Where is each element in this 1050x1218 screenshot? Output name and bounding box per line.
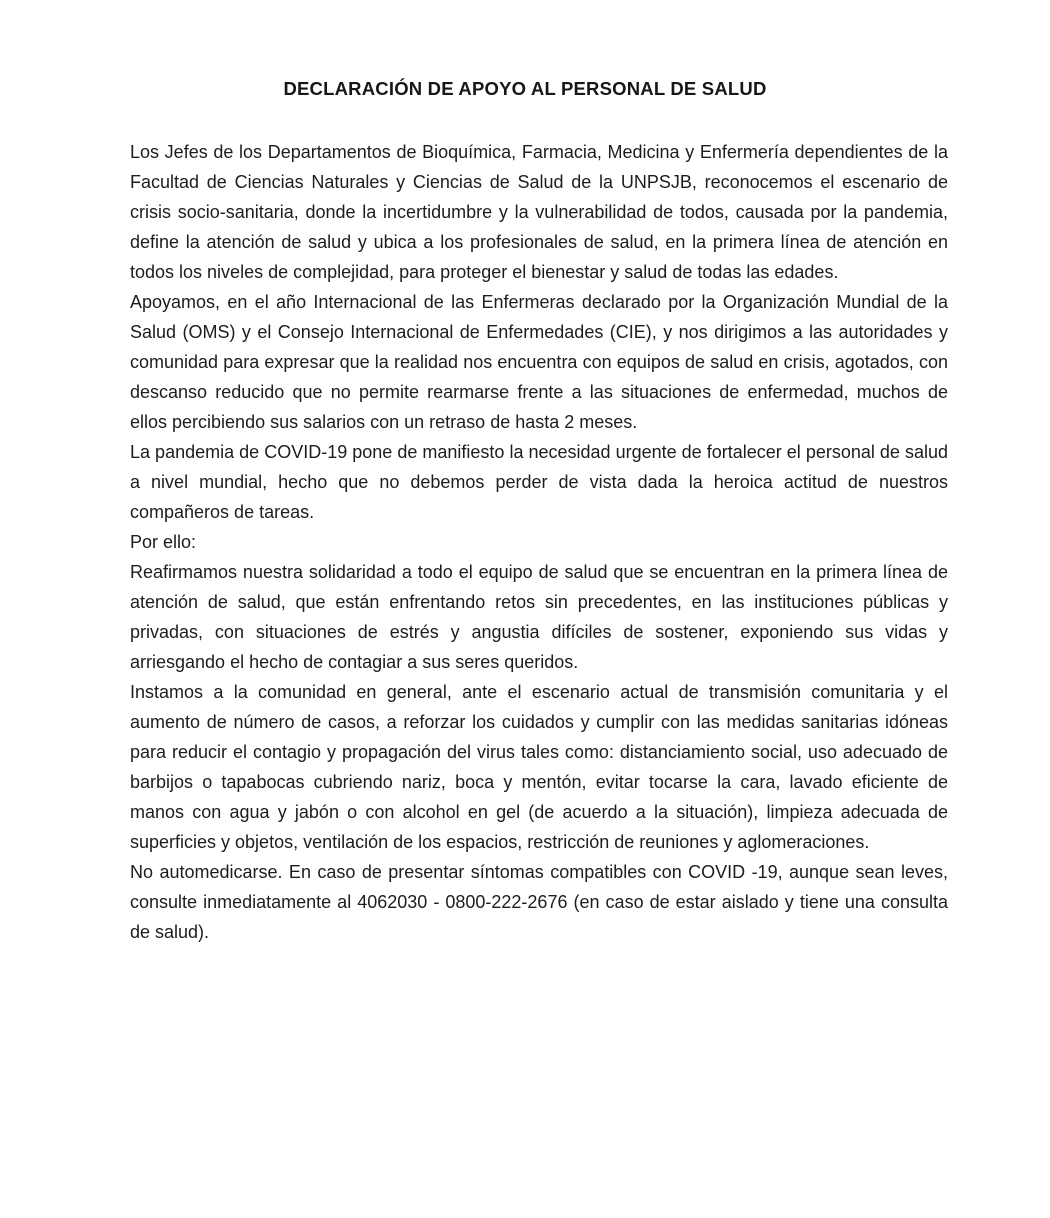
document-paragraph: Apoyamos, en el año Internacional de las Enfermeras declarado por la Organización Mundial de la Salud (OMS) y el Consejo Internacional de Enfermedades (CIE), y nos dirigimos a las autoridades y comunidad para expresar que la realidad nos encuentra con equipos de salud en crisis, agotados, con descanso reducido que no permite rearmarse frente a las situaciones de enfermedad, muchos de ellos percibiendo sus salarios con un retraso de hasta 2 meses. <box>130 292 948 432</box>
document-title: DECLARACIÓN DE APOYO AL PERSONAL DE SALUD <box>283 78 767 99</box>
document-paragraph: No automedicarse. En caso de presentar síntomas compatibles con COVID -19, aunque sean leves, consulte inmediatamente al 4062030 - 0800-222-2676 (en caso de estar aislado y tiene una consulta de salud). <box>130 862 948 942</box>
document-paragraph: Por ello: <box>130 532 197 552</box>
document-paragraph: Reafirmamos nuestra solidaridad a todo el equipo de salud que se encuentran en la primera línea de atención de salud, que están enfrentando retos sin precedentes, en las instituciones públicas y privadas, con situaciones de estrés y angustia difíciles de sostener, exponiendo sus vidas y arriesgando el hecho de contagiar a sus seres queridos. <box>130 562 948 672</box>
document-paragraph: La pandemia de COVID-19 pone de manifiesto la necesidad urgente de fortalecer el personal de salud a nivel mundial, hecho que no debemos perder de vista dada la heroica actitud de nuestros compañeros de tareas. <box>130 442 948 522</box>
document-paragraph: Los Jefes de los Departamentos de Bioquímica, Farmacia, Medicina y Enfermería dependientes de la Facultad de Ciencias Naturales y Ciencias de Salud de la UNPSJB, reconocemos el escenario de crisis socio-sanitaria, donde la incertidumbre y la vulnerabilidad de todos, causada por la pandemia, define la atención de salud y ubica a los profesionales de salud, en la primera línea de atención en todos los niveles de complejidad, para proteger el bienestar y salud de todas las edades. <box>130 142 948 282</box>
document-paragraph: Instamos a la comunidad en general, ante el escenario actual de transmisión comunitaria y el aumento de número de casos, a reforzar los cuidados y cumplir con las medidas sanitarias idóneas para reducir el contagio y propagación del virus tales como: distanciamiento social, uso adecuado de barbijos o tapabocas cubriendo nariz, boca y mentón, evitar tocarse la cara, lavado eficiente de manos con agua y jabón o con alcohol en gel (de acuerdo a la situación), limpieza adecuada de superficies y objetos, ventilación de los espacios, restricción de reuniones y aglomeraciones. <box>130 682 948 852</box>
document-body <box>130 137 948 947</box>
